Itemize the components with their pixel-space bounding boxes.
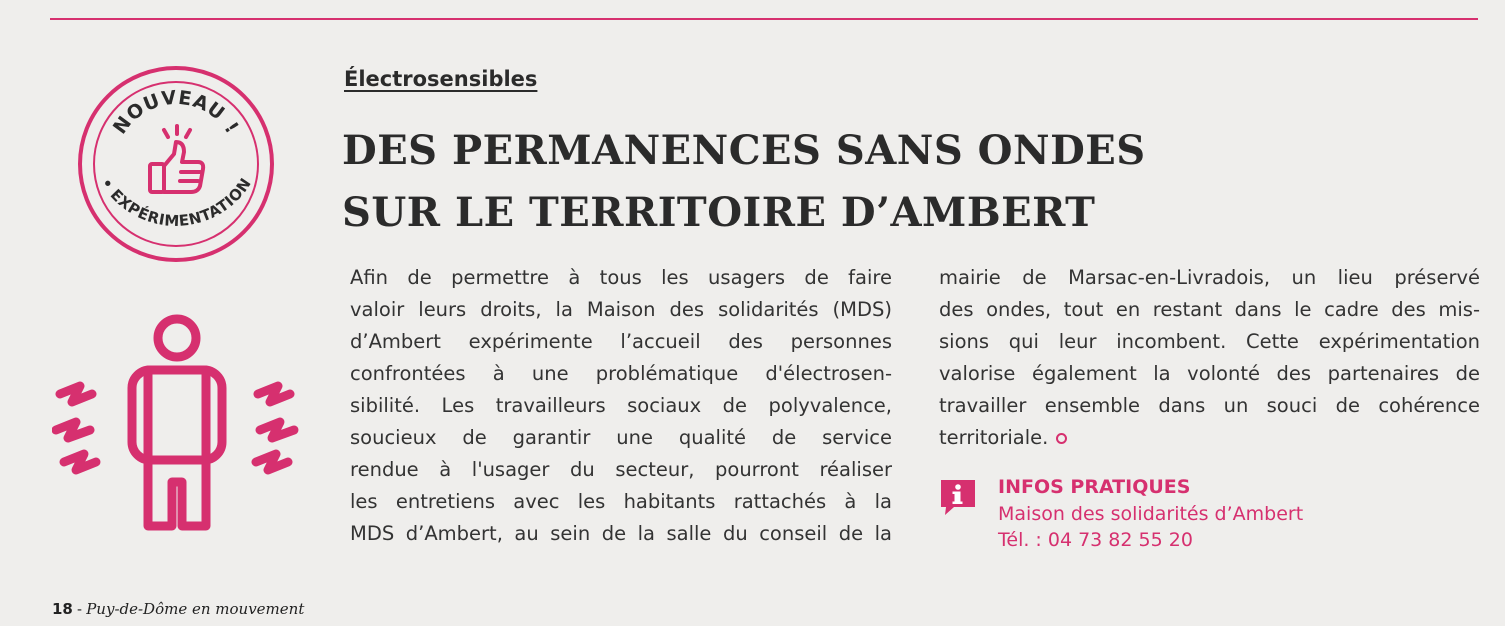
infos-pratiques-title: INFOS PRATIQUES (998, 476, 1191, 498)
info-speech-bubble-icon (938, 477, 978, 517)
page-footer (52, 600, 304, 618)
body-line: rendue à l'usager du secteur, pourront réaliser (350, 458, 892, 481)
headline-line: DES PERMANENCES SANS ONDES (342, 127, 1146, 174)
infos-phone: Tél. : 04 73 82 55 20 (998, 529, 1193, 551)
badge-top-text: NOUVEAU ! (108, 86, 244, 139)
body-line: des ondes, tout en restant dans le cadre des mis- (939, 298, 1480, 321)
body-line-last (939, 422, 1480, 454)
infos-organisation-name: Maison des solidarités d’Ambert (998, 503, 1304, 525)
body-text: territoriale. (939, 426, 1049, 449)
body-line: MDS d’Ambert, au sein de la salle du conseil de la (350, 522, 892, 545)
body-line: Afin de permettre à tous les usagers de faire (350, 266, 892, 289)
body-line: soucieux de garantir une qualité de service (350, 426, 892, 449)
badge-bottom-text: • EXPÉRIMENTATION (97, 174, 255, 231)
thumbs-up-icon (150, 126, 203, 192)
body-line: travailler ensemble dans un souci de cohérence (939, 394, 1480, 417)
article-body-right-column (939, 262, 1480, 454)
body-line: valorise également la volonté des partenaires de (939, 362, 1480, 385)
body-line: sions qui leur incombent. Cette expérimentation (939, 330, 1480, 353)
footer-separator: - (72, 601, 87, 618)
nouveau-experimentation-badge (76, 64, 276, 264)
publication-name: Puy-de-Dôme en mouvement (86, 600, 305, 618)
body-line: sibilité. Les travailleurs sociaux de polyvalence, (350, 394, 892, 417)
article-body-left-column (350, 262, 892, 550)
body-line: les entretiens avec les habitants rattachés à la (350, 490, 892, 513)
electrosensitive-person-icon (52, 312, 302, 542)
body-line: d’Ambert expérimente l’accueil des personnes (350, 330, 892, 353)
body-line: confrontées à une problématique d'électrosen- (350, 362, 892, 385)
headline-line: SUR LE TERRITOIRE D’AMBERT (342, 189, 1096, 236)
article-kicker: Électrosensibles (344, 67, 538, 91)
end-of-article-icon (1056, 433, 1067, 444)
page-number: 18 (52, 600, 73, 618)
body-line: valoir leurs droits, la Maison des solidarités (MDS) (350, 298, 892, 321)
body-line: mairie de Marsac-en-Livradois, un lieu préservé (939, 266, 1480, 289)
article-headline (342, 120, 1442, 244)
top-divider (50, 18, 1478, 20)
